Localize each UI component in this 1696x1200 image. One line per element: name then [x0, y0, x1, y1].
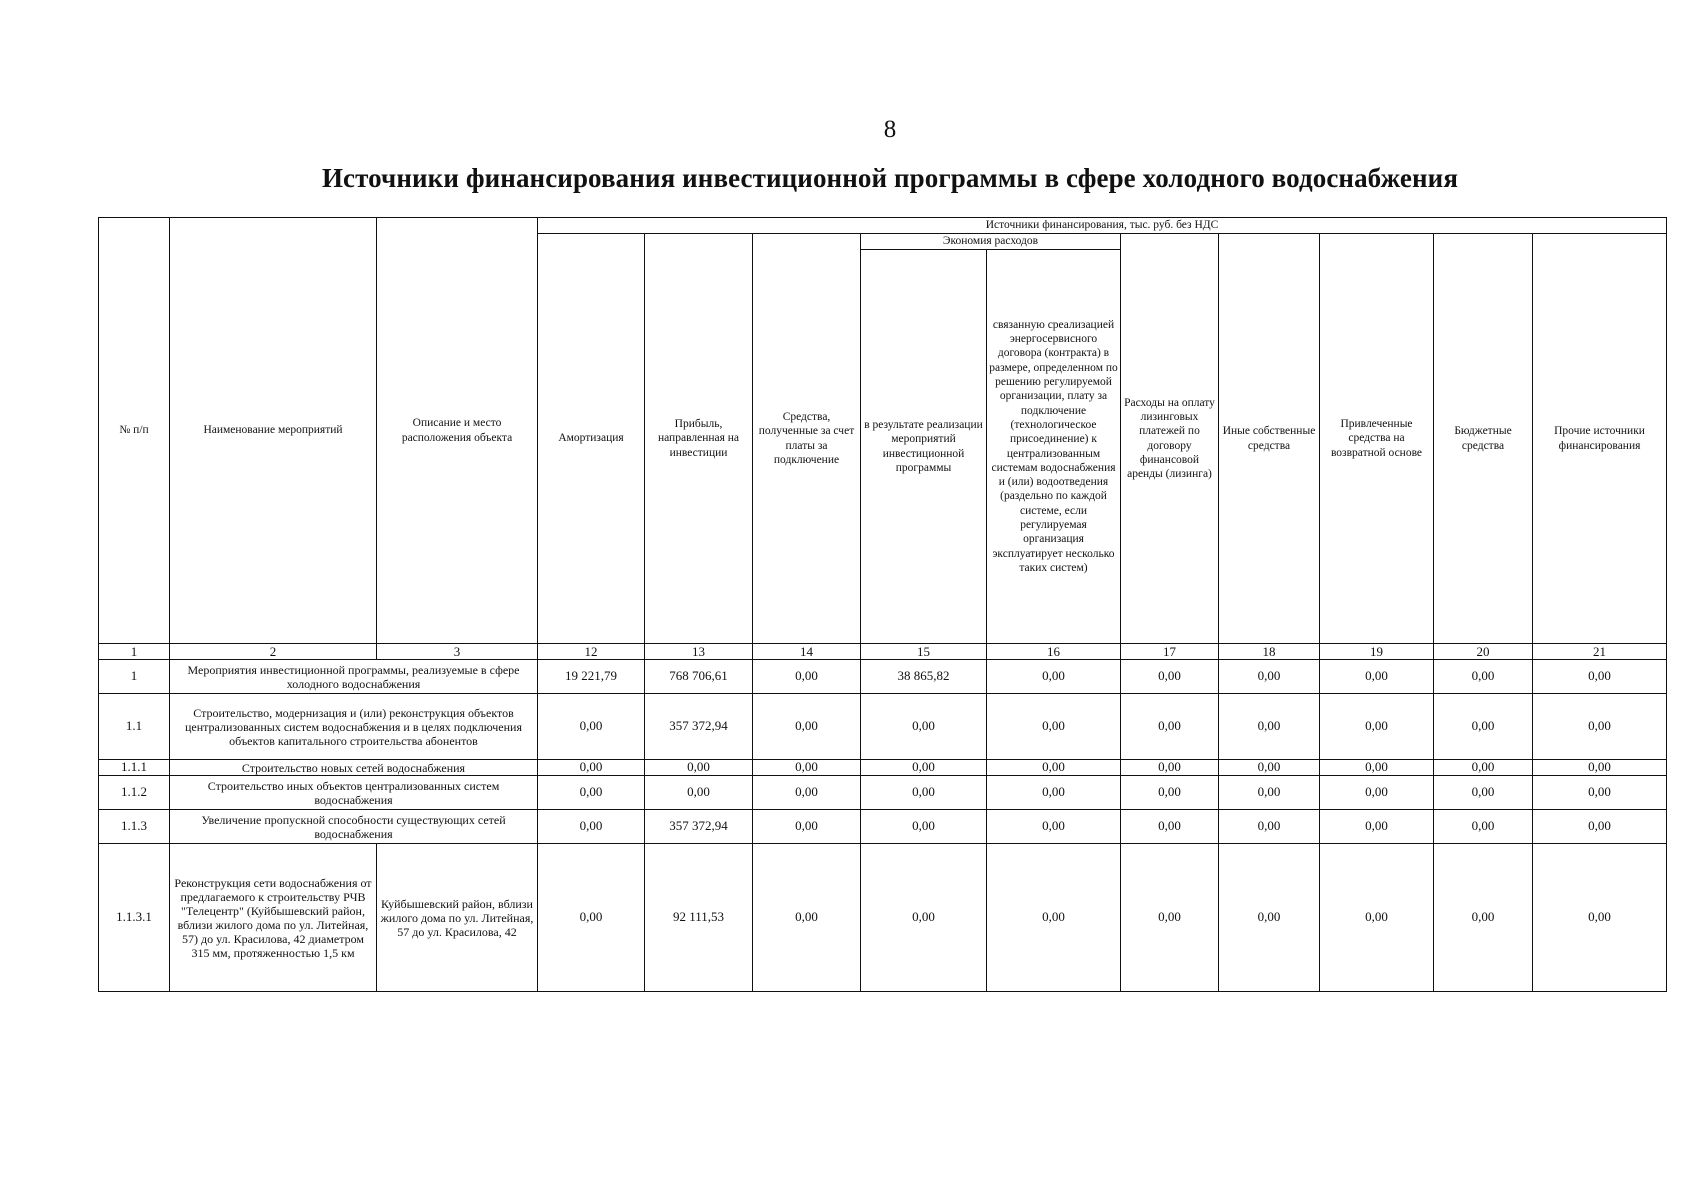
cell-economy-program: 0,00	[861, 844, 987, 992]
header-economy: Экономия расходов	[861, 234, 1121, 250]
cell-economy-program: 0,00	[861, 694, 987, 760]
cell-connection-fee: 0,00	[753, 694, 861, 760]
cell-amortization: 0,00	[538, 760, 645, 776]
row-name: Строительство новых сетей водоснабжения	[170, 760, 538, 776]
cell-economy-contract: 0,00	[987, 660, 1121, 694]
cell-profit: 357 372,94	[645, 694, 753, 760]
row-description: Куйбышевский район, вблизи жилого дома по ул. Литейная, 57 до ул. Красилова, 42	[377, 844, 538, 992]
header-other-sources: Прочие источники финансирования	[1533, 234, 1667, 644]
column-number: 21	[1533, 644, 1667, 660]
table-row	[99, 844, 1667, 992]
header-description: Описание и место расположения объекта	[377, 218, 538, 644]
column-number: 19	[1320, 644, 1434, 660]
header-borrowed: Привлеченные средства на возвратной основе	[1320, 234, 1434, 644]
cell-budget: 0,00	[1434, 810, 1533, 844]
cell-amortization: 0,00	[538, 844, 645, 992]
cell-connection-fee: 0,00	[753, 844, 861, 992]
column-number: 18	[1219, 644, 1320, 660]
row-number: 1.1.1	[99, 760, 170, 776]
cell-profit: 357 372,94	[645, 810, 753, 844]
row-name: Увеличение пропускной способности существующих сетей водоснабжения	[170, 810, 538, 844]
cell-connection-fee: 0,00	[753, 776, 861, 810]
cell-leasing: 0,00	[1121, 844, 1219, 992]
header-name: Наименование мероприятий	[170, 218, 377, 644]
cell-profit: 92 111,53	[645, 844, 753, 992]
header-leasing: Расходы на оплату лизинговых платежей по договору финансовой аренды (лизинга)	[1121, 234, 1219, 644]
cell-other-sources: 0,00	[1533, 810, 1667, 844]
cell-profit: 768 706,61	[645, 660, 753, 694]
cell-borrowed: 0,00	[1320, 776, 1434, 810]
row-name: Строительство иных объектов централизованных систем водоснабжения	[170, 776, 538, 810]
cell-borrowed: 0,00	[1320, 660, 1434, 694]
cell-other-sources: 0,00	[1533, 760, 1667, 776]
cell-leasing: 0,00	[1121, 776, 1219, 810]
cell-other-own: 0,00	[1219, 810, 1320, 844]
column-number: 2	[170, 644, 377, 660]
cell-economy-contract: 0,00	[987, 776, 1121, 810]
row-number: 1.1.3.1	[99, 844, 170, 992]
cell-other-own: 0,00	[1219, 694, 1320, 760]
cell-other-own: 0,00	[1219, 776, 1320, 810]
cell-other-sources: 0,00	[1533, 660, 1667, 694]
cell-amortization: 0,00	[538, 776, 645, 810]
cell-other-sources: 0,00	[1533, 694, 1667, 760]
cell-other-sources: 0,00	[1533, 844, 1667, 992]
cell-economy-program: 0,00	[861, 776, 987, 810]
cell-economy-program: 0,00	[861, 760, 987, 776]
cell-connection-fee: 0,00	[753, 660, 861, 694]
column-number: 1	[99, 644, 170, 660]
header-other-own: Иные собственные средства	[1219, 234, 1320, 644]
cell-economy-program: 38 865,82	[861, 660, 987, 694]
header-sources-group: Источники финансирования, тыс. руб. без НДС	[538, 218, 1667, 234]
row-name: Реконструкция сети водоснабжения от предлагаемого к строительству РЧВ "Телецентр" (Куйбышевский район, вблизи жилого дома по ул. Литейная, 57) до ул. Красилова, 42 диаметром 315 мм, протяженностью 1,5 км	[170, 844, 377, 992]
cell-leasing: 0,00	[1121, 760, 1219, 776]
cell-budget: 0,00	[1434, 660, 1533, 694]
table-row	[99, 810, 1667, 844]
cell-economy-contract: 0,00	[987, 694, 1121, 760]
column-number: 12	[538, 644, 645, 660]
row-name: Мероприятия инвестиционной программы, реализуемые в сфере холодного водоснабжения	[170, 660, 538, 694]
header-budget: Бюджетные средства	[1434, 234, 1533, 644]
cell-economy-contract: 0,00	[987, 760, 1121, 776]
table-row	[99, 760, 1667, 776]
cell-budget: 0,00	[1434, 776, 1533, 810]
page-number: 8	[883, 116, 897, 143]
cell-economy-program: 0,00	[861, 810, 987, 844]
cell-leasing: 0,00	[1121, 810, 1219, 844]
table-row	[99, 776, 1667, 810]
header-economy-program: в результате реализации мероприятий инвестиционной программы	[861, 250, 987, 644]
header-economy-contract: связанную среализацией энергосервисного договора (контракта) в размере, определенном по решению регулируемой организации, плату за подключение (технологическое присоединение) к централизованным системам водоснабжения и (или) водоотведения (раздельно по каждой системе, если регулируемая организация эксплуатирует несколько таких систем)	[987, 250, 1121, 644]
cell-profit: 0,00	[645, 760, 753, 776]
row-number: 1.1.3	[99, 810, 170, 844]
cell-other-own: 0,00	[1219, 660, 1320, 694]
header-profit: Прибыль, направленная на инвестиции	[645, 234, 753, 644]
column-number: 15	[861, 644, 987, 660]
cell-economy-contract: 0,00	[987, 810, 1121, 844]
cell-borrowed: 0,00	[1320, 844, 1434, 992]
header-connection-fee: Средства, полученные за счет платы за подключение	[753, 234, 861, 644]
cell-other-own: 0,00	[1219, 760, 1320, 776]
cell-borrowed: 0,00	[1320, 694, 1434, 760]
cell-budget: 0,00	[1434, 760, 1533, 776]
cell-budget: 0,00	[1434, 844, 1533, 992]
document-title: Источники финансирования инвестиционной программы в сфере холодного водоснабжения	[321, 163, 1459, 193]
row-number: 1	[99, 660, 170, 694]
column-number: 20	[1434, 644, 1533, 660]
cell-budget: 0,00	[1434, 694, 1533, 760]
cell-economy-contract: 0,00	[987, 844, 1121, 992]
column-number: 13	[645, 644, 753, 660]
cell-connection-fee: 0,00	[753, 810, 861, 844]
header-amortization: Амортизация	[538, 234, 645, 644]
cell-amortization: 0,00	[538, 694, 645, 760]
cell-leasing: 0,00	[1121, 660, 1219, 694]
row-number: 1.1	[99, 694, 170, 760]
cell-connection-fee: 0,00	[753, 760, 861, 776]
cell-amortization: 0,00	[538, 810, 645, 844]
cell-other-sources: 0,00	[1533, 776, 1667, 810]
column-number: 17	[1121, 644, 1219, 660]
financing-table	[98, 217, 1667, 992]
table-row	[99, 660, 1667, 694]
cell-profit: 0,00	[645, 776, 753, 810]
column-number: 3	[377, 644, 538, 660]
cell-amortization: 19 221,79	[538, 660, 645, 694]
cell-leasing: 0,00	[1121, 694, 1219, 760]
header-no: № п/п	[99, 218, 170, 644]
column-number: 14	[753, 644, 861, 660]
table-row	[99, 694, 1667, 760]
cell-borrowed: 0,00	[1320, 760, 1434, 776]
row-number: 1.1.2	[99, 776, 170, 810]
column-number: 16	[987, 644, 1121, 660]
cell-other-own: 0,00	[1219, 844, 1320, 992]
row-name: Строительство, модернизация и (или) реконструкция объектов централизованных систем водоснабжения и в целях подключения объектов капитального строительства абонентов	[170, 694, 538, 760]
cell-borrowed: 0,00	[1320, 810, 1434, 844]
